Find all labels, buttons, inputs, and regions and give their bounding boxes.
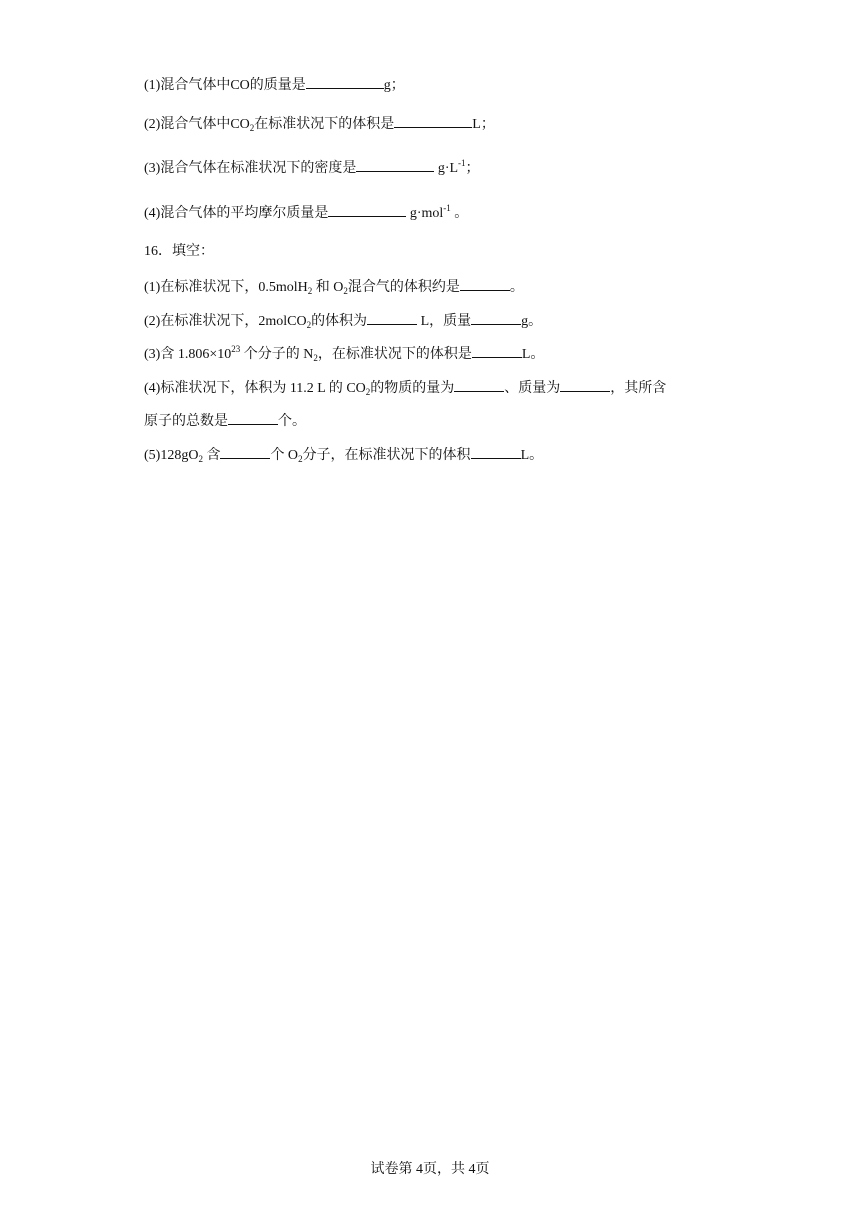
subscript: 2 (198, 454, 203, 464)
subscript: 2 (313, 353, 318, 363)
q15-item-1-unit: g； (383, 78, 405, 93)
subscript: 2 (365, 387, 371, 397)
text: 个。 (278, 414, 306, 429)
text: 和 O (315, 280, 344, 295)
q15-item-3-text: (3)混合气体在标准状况下的密度是 (144, 161, 357, 176)
q16-item-3 (144, 343, 544, 365)
superscript: -1 (443, 203, 451, 213)
q15-item-2-text-b: 在标准状况下的体积是 (254, 117, 395, 132)
answer-blank[interactable] (394, 113, 472, 128)
text: 个分子的 N (243, 347, 314, 362)
text: (4)标准状况下，体积为 11.2 L 的 CO (144, 381, 366, 396)
subscript: 2 (298, 454, 303, 464)
q15-item-4-text: (4)混合气体的平均摩尔质量是 (144, 206, 329, 221)
text: 混合气的体积约是 (347, 280, 460, 295)
answer-blank[interactable] (228, 410, 278, 425)
answer-blank[interactable] (306, 74, 384, 89)
text: L，质量 (417, 314, 472, 329)
q16-item-5 (144, 444, 543, 466)
text: ，其所含 (610, 381, 667, 396)
text: 的体积为 (311, 314, 368, 329)
answer-blank[interactable] (460, 276, 510, 291)
superscript: -1 (458, 158, 466, 168)
text: (3)含 1.806×10 (144, 347, 232, 362)
page-footer: 试卷第 4页，共 4页 (370, 1162, 490, 1177)
q15-item-1 (144, 74, 405, 96)
subscript: 2 (307, 286, 313, 296)
q16-item-4-continued (144, 410, 306, 432)
q15-item-3-unit: g·L (437, 161, 459, 176)
q15-item-2-unit: L； (472, 117, 495, 132)
subscript: 2 (306, 320, 312, 330)
text: 的物质的量为 (370, 381, 455, 396)
text: L。 (521, 347, 545, 362)
q15-item-4-unit: g·mol (409, 206, 444, 221)
text: (5)128gO (144, 448, 199, 463)
q15-item-3-end: ； (465, 161, 480, 176)
q16-item-2 (144, 310, 542, 332)
answer-blank[interactable] (471, 310, 521, 325)
q15-item-4 (144, 202, 468, 224)
answer-blank[interactable] (454, 377, 504, 392)
text: g。 (521, 314, 543, 329)
text: (2)在标准状况下，2molCO (144, 314, 307, 329)
subscript: 2 (343, 286, 348, 296)
text: 原子的总数是 (144, 414, 228, 429)
text: 分子，在标准状况下的体积 (302, 448, 471, 463)
superscript: 23 (231, 344, 241, 354)
text: 。 (509, 280, 524, 295)
q15-item-1-text: (1)混合气体中CO的质量是 (144, 78, 306, 93)
answer-blank[interactable] (471, 444, 521, 459)
answer-blank[interactable] (560, 377, 610, 392)
answer-blank[interactable] (220, 444, 270, 459)
q15-item-3 (144, 157, 480, 179)
text: 个 O (270, 448, 299, 463)
q16-item-1 (144, 276, 524, 298)
q15-item-4-end: 。 (454, 206, 469, 221)
answer-blank[interactable] (356, 157, 434, 172)
subscript: 2 (249, 123, 255, 133)
q16-item-4 (144, 377, 666, 399)
q16-heading (144, 242, 214, 262)
question-heading: 16．填空： (144, 244, 214, 259)
q15-item-2-text-a: (2)混合气体中CO (144, 117, 250, 132)
q15-item-2 (144, 113, 495, 135)
answer-blank[interactable] (472, 343, 522, 358)
text: 、质量为 (504, 381, 561, 396)
text: L。 (520, 448, 544, 463)
answer-blank[interactable] (367, 310, 417, 325)
answer-blank[interactable] (328, 202, 406, 217)
text: ，在标准状况下的体积是 (317, 347, 472, 362)
text: 含 (206, 448, 221, 463)
text: (1)在标准状况下，0.5molH (144, 280, 308, 295)
